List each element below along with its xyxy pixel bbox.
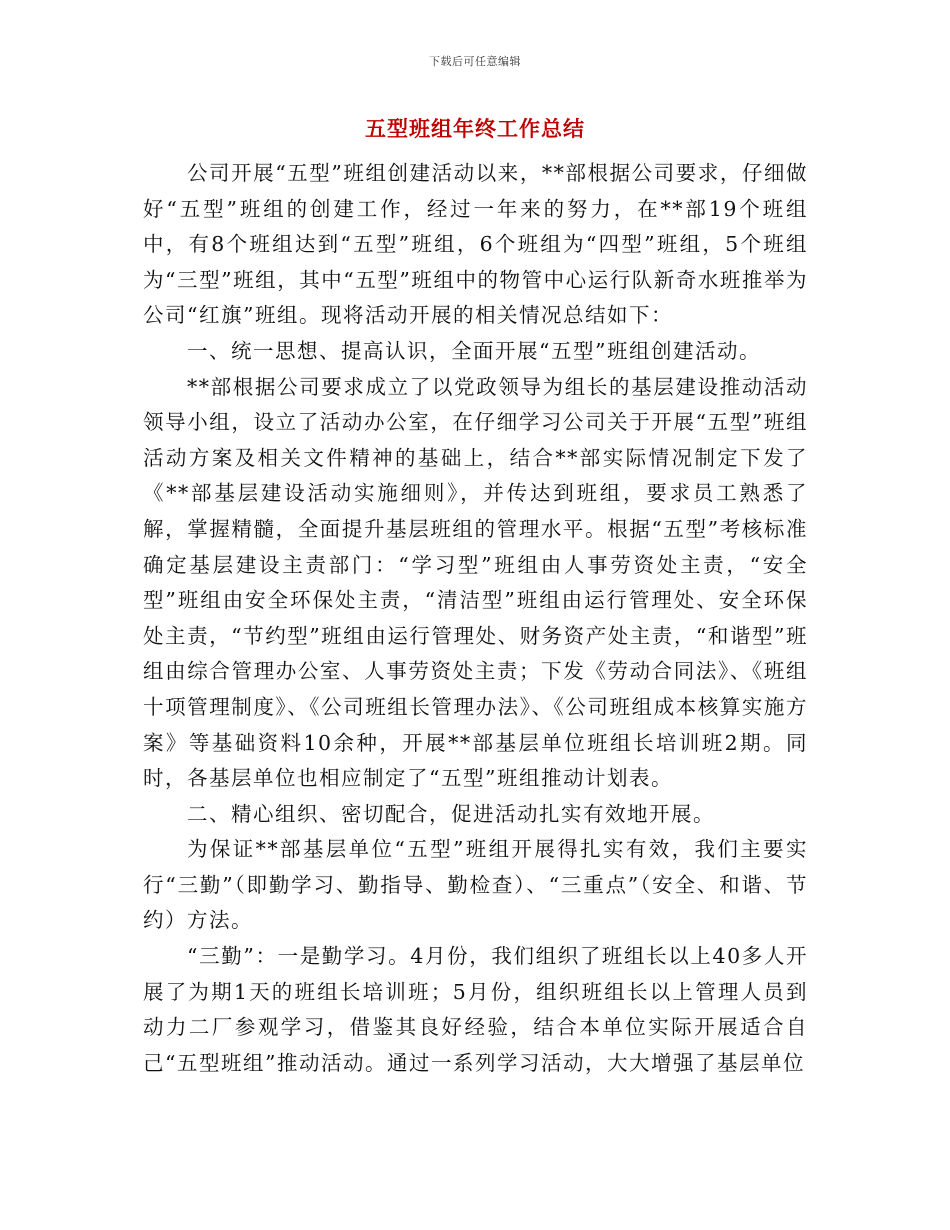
header-note: 下载后可任意编辑	[429, 55, 521, 68]
paragraph-three-diligence: “三勤”：一是勤学习。4月份，我们组织了班组长以上40多人开展了为期1天的班组长培训班；5月份，组织班组长以上管理人员到动力二厂参观学习，借鉴其良好经验，结合本单位实际开展适合自己“五型班组”推动活动。通过一系列学习活动，大大增强了基层单位	[143, 944, 808, 1075]
paragraph-section-2: 为保证**部基层单位“五型”班组开展得扎实有效，我们主要实行“三勤”（即勤学习、勤指导、勤检查）、“三重点”（安全、和谐、节约）方法。	[143, 837, 808, 933]
paragraph-intro: 公司开展“五型”班组创建活动以来，**部根据公司要求，仔细做好“五型”班组的创建工作，经过一年来的努力，在**部19个班组中，有8个班组达到“五型”班组，6个班组为“四型”班组，5个班组为“三型”班组，其中“五型”班组中的物管中心运行队新奇水班推举为公司“红旗”班组。现将活动开展的相关情况总结如下：	[143, 161, 808, 328]
paragraph-section-1: **部根据公司要求成立了以党政领导为组长的基层建设推动活动领导小组，设立了活动办公室，在仔细学习公司关于开展“五型”班组活动方案及相关文件精神的基础上，结合**部实际情况制定下发了《**部基层建设活动实施细则》，并传达到班组，要求员工熟悉了解，掌握精髓，全面提升基层班组的管理水平。根据“五型”考核标准确定基层建设主责部门：“学习型”班组由人事劳资处主责，“安全型”班组由安全环保处主责，“清洁型”班组由运行管理处、安全环保处主责，“节约型”班组由运行管理处、财务资产处主责，“和谐型”班组由综合管理办公室、人事劳资处主责；下发《劳动合同法》、《班组十项管理制度》、《公司班组长管理办法》、《公司班组成本核算实施方案》等基础资料10余种，开展**部基层单位班组长培训班2期。同时，各基层单位也相应制定了“五型”班组推动计划表。	[143, 374, 808, 791]
document-body	[143, 156, 808, 1081]
section-heading-1: 一、统一思想、提高认识，全面开展“五型”班组创建活动。	[187, 338, 761, 363]
document-title: 五型班组年终工作总结	[365, 116, 585, 141]
section-heading-2: 二、精心组织、密切配合，促进活动扎实有效地开展。	[187, 801, 715, 826]
